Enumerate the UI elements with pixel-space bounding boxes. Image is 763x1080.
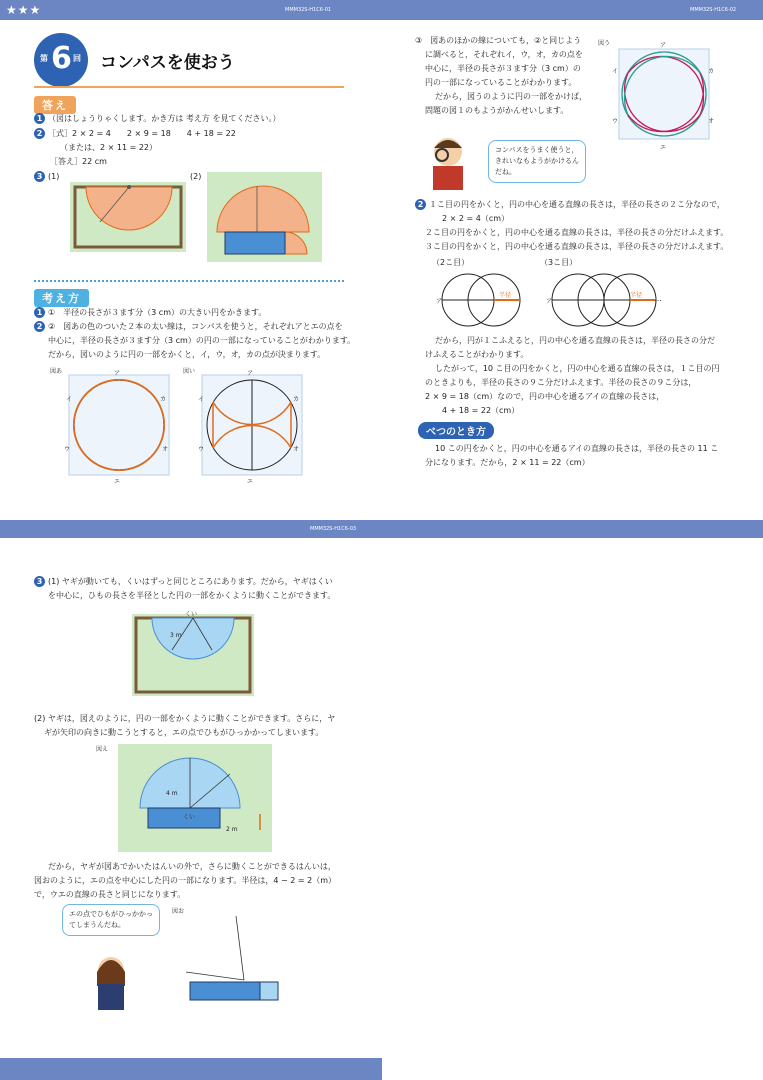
answer-q2-line2: （または、2 × 11 = 22） <box>60 143 158 152</box>
m2-label: 2 m <box>226 826 238 833</box>
thinking-l3: 中心に，半径の長さが３ます分（3 cm）の円の一部になっていることがわかります。 <box>48 336 356 345</box>
thinking-l4: だから，図いのように円の一部をかくと，イ，ウ，オ，カの点が決まります。 <box>48 350 326 359</box>
thinking-l1 <box>34 306 266 320</box>
right-q2-4: ３こ目の円をかくと，円の中心を通る直線の長さは，半径の長さの分だけふえます。 <box>425 242 729 251</box>
bottom-bar <box>0 1058 382 1080</box>
right-p1: だから，円が１こふえると，円の中心を通る直線の長さは，半径の長さの分だ <box>435 336 715 345</box>
answer-q3 <box>34 170 59 184</box>
fu-u: ウ <box>612 118 619 125</box>
m3-label: 3 m <box>170 632 182 639</box>
fi-a: ア <box>247 370 254 377</box>
top-header-bar <box>0 0 763 20</box>
answer-q3-1: (1) <box>48 172 60 181</box>
figure-a-flower <box>64 370 174 480</box>
fig-a-label: 図あ <box>50 368 63 375</box>
page-title: コンパスを使おう <box>100 53 235 73</box>
answer-q2 <box>34 127 236 141</box>
kui-label-2: くい <box>183 814 196 821</box>
answer-q3-2: (2) <box>190 172 202 181</box>
fa-ka: カ <box>160 396 167 403</box>
c3-ellipsis: … <box>654 294 662 303</box>
fa-i: イ <box>66 396 73 403</box>
q1-number: 1 <box>34 113 45 124</box>
fi-o: オ <box>293 446 300 453</box>
fu-e: エ <box>660 144 667 151</box>
p3-q3-1b: を中心に，ひもの長さを半径とした円の一部をかくように動くことができます。 <box>48 591 336 600</box>
speech-bubble-girl: エの点でひもがひっかかってしまうんだね。 <box>62 904 160 936</box>
answer-q1 <box>34 112 280 126</box>
right-r3: 中心に，半径の長さが３ます分（3 cm）の <box>425 64 581 73</box>
right-r2: に調べると，それぞれイ，ウ，オ，カの点を <box>425 50 583 59</box>
fig-o-label: 図お <box>172 908 185 915</box>
goat-field-2 <box>118 744 272 852</box>
fig-u-label: 図う <box>598 40 611 47</box>
answer-figure-1 <box>70 182 186 252</box>
page-code-2: MMM32S-H1C6-02 <box>690 7 737 13</box>
girl-avatar <box>90 950 132 1010</box>
difficulty-stars: ★★★ <box>6 3 42 17</box>
p3-d1: だから，ヤギが図あでかいたはんいの外で，さらに動くことができるはんいは， <box>48 862 336 871</box>
lesson-kai: 回 <box>73 54 81 63</box>
thinking-l2-text: ② 図あの色のついた２本の太い線は，コンパスを使うと，それぞれアとエの点を <box>48 322 343 331</box>
fig-i-label: 図い <box>183 368 196 375</box>
speech-bubble-boy: コンパスをうまく使うと，きれいなもようがかけるんだね。 <box>488 140 586 183</box>
circles-3-label: （3こ目） <box>540 258 578 267</box>
fa-e: エ <box>114 478 121 485</box>
c2-hankei: 半径 <box>499 292 512 299</box>
p3-q3-number: 3 <box>34 576 45 587</box>
fig-e-label: 図え <box>96 746 109 753</box>
right-q2-1 <box>415 198 725 212</box>
right-p6: 4 + 18 = 22（cm） <box>442 406 520 415</box>
fi-u: ウ <box>198 446 205 453</box>
fu-o: オ <box>708 118 715 125</box>
q3-number: 3 <box>34 171 45 182</box>
fu-i: イ <box>612 68 619 75</box>
lesson-badge <box>34 33 88 87</box>
t1-number: 1 <box>34 307 45 318</box>
answer-q1-text: （図はしょうりゃくします。かき方は 考え方 を見てください。） <box>48 114 281 123</box>
betsu-label: べつのとき方 <box>418 422 494 439</box>
right-p4: のときよりも，半径の長さの９こ分だけふえます。半径の長さの９こ分は， <box>425 378 697 387</box>
thinking-label: 考え方 <box>34 289 89 307</box>
right-p3: したがって，10 こ目の円をかくと，円の中心を通る直線の長さは，１こ目の円 <box>435 364 720 373</box>
right-q2-1-text: １こ目の円をかくと，円の中心を通る直線の長さは，半径の長さの２こ分なので， <box>429 200 725 209</box>
figure-u-flower <box>614 44 714 144</box>
p3-q3-1a <box>34 575 333 589</box>
p3-d2: 図おのように，エの点を中心にした円の一部になります。半径は，4 − 2 = 2（m） <box>34 876 336 885</box>
fi-ka: カ <box>293 396 300 403</box>
fi-e: エ <box>247 478 254 485</box>
c2-a: ア <box>436 298 443 305</box>
answer-label: 答え <box>34 96 76 114</box>
q2-number: 2 <box>34 128 45 139</box>
right-r4: 円の一部になっていることがわかります。 <box>425 78 577 87</box>
t2-number: 2 <box>34 321 45 332</box>
fi-i: イ <box>198 396 205 403</box>
page-code-1: MMM32S-H1C6-01 <box>285 7 332 13</box>
fu-ka: カ <box>708 68 715 75</box>
p3-q3-2a: (2) ヤギは，図えのように，円の一部をかくように動くことができます。さらに，ヤ <box>34 714 336 723</box>
boy-avatar <box>425 130 470 190</box>
fa-u: ウ <box>64 446 71 453</box>
fa-o: オ <box>162 446 169 453</box>
answer-q2-line3: ［答え］22 cm <box>50 157 107 166</box>
circles-diagram <box>432 270 722 330</box>
p3-q3-2b: ギが矢印の向きに動こうとすると，エの点でひもがひっかかってしまいます。 <box>44 728 324 737</box>
goat-field-1 <box>132 614 254 696</box>
right-r1: ③ 図あのほかの線についても，②と同じよう <box>415 36 582 45</box>
right-p2: けふえることがわかります。 <box>425 350 529 359</box>
answer-figure-2 <box>207 172 322 262</box>
title-underline <box>34 86 344 88</box>
thinking-l1-text: ① 半径の長さが３ます分（3 cm）の大きい円をかきます。 <box>48 308 267 317</box>
m4-label: 4 m <box>166 790 178 797</box>
lesson-number: 6 <box>51 41 72 76</box>
fa-a: ア <box>114 370 121 377</box>
figure-i-arcs <box>197 370 307 480</box>
section-divider <box>34 280 344 282</box>
lesson-dai: 第 <box>40 54 48 63</box>
c3-a: ア <box>546 298 553 305</box>
right-b1: 10 この円をかくと，円の中心を通るアイの直線の長さは，半径の長さの 11 こ <box>435 444 719 453</box>
fu-a: ア <box>660 42 667 49</box>
circles-2-label: （2こ目） <box>432 258 470 267</box>
p3-d3: で，ウエの直線の長さと同じになります。 <box>34 890 186 899</box>
right-b2: 分になります。だから，2 × 11 = 22（cm） <box>425 458 590 467</box>
right-q2-2: 2 × 2 = 4（cm） <box>442 214 510 223</box>
right-r5: だから，図うのように円の一部をかけば， <box>435 92 587 101</box>
right-r6: 問題の図１のもようがかんせいします。 <box>425 106 569 115</box>
right-p5: 2 × 9 = 18（cm）なので，円の中心を通るアイの直線の長さは， <box>425 392 665 401</box>
kui-label-1: くい <box>185 611 198 618</box>
rq2-number: 2 <box>415 199 426 210</box>
c3-hankei: 半径 <box>630 292 643 299</box>
answer-q2-line1: ［式］2 × 2 = 4 2 × 9 = 18 4 + 18 = 22 <box>48 129 236 138</box>
page3-header-bar <box>0 520 763 538</box>
page-code-3: MMM32S-H1C6-03 <box>310 526 357 532</box>
right-q2-3: ２こ目の円をかくと，円の中心を通る直線の長さは，半径の長さの分だけふえます。 <box>425 228 729 237</box>
goat-field-3 <box>176 912 296 1022</box>
p3-q3-1a-text: (1) ヤギが動いても，くいはずっと同じところにあります。だから，ヤギはくい <box>48 577 333 586</box>
thinking-l2 <box>34 320 343 334</box>
